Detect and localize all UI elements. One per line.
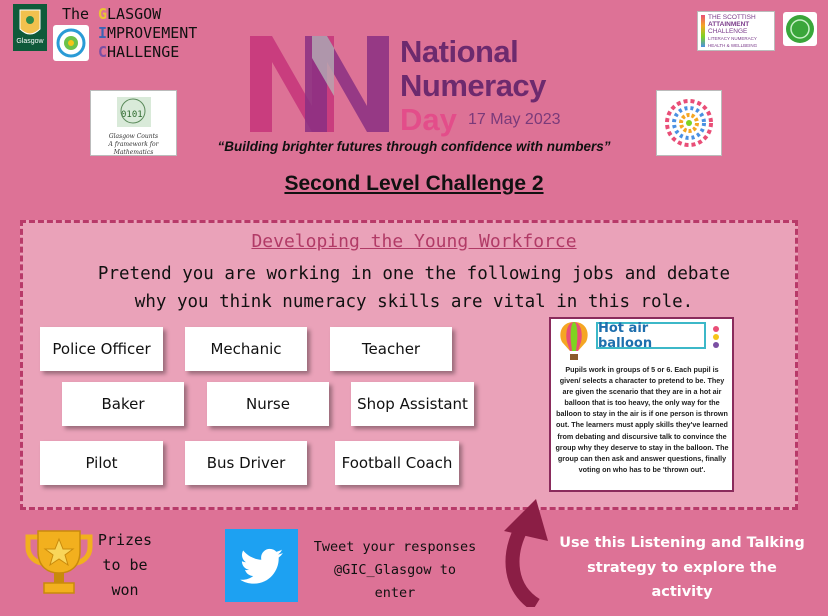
strategy-line: activity	[651, 584, 713, 600]
nnd-date: 17 May 2023	[468, 111, 561, 128]
sac-line: LITERACY NUMERACY	[708, 36, 757, 41]
tweet-line: enter	[374, 585, 416, 601]
scottish-attainment-logo-icon	[697, 11, 775, 51]
sac-line: HEALTH & WELLBEING	[708, 43, 758, 48]
nnd-title	[400, 35, 546, 103]
job-card: Shop Assistant	[351, 382, 474, 426]
twitter-bird-icon	[225, 529, 298, 602]
prize-line: won	[111, 581, 139, 599]
job-card: Baker	[62, 382, 184, 426]
tweet-line: Tweet your responses	[313, 539, 477, 555]
sac-line: ATTAINMENT	[708, 21, 750, 28]
gic-word-cap: G	[98, 5, 108, 23]
tweet-line: @GIC_Glasgow to	[334, 562, 456, 578]
job-card: Nurse	[207, 382, 329, 426]
gic-word-cap: I	[98, 24, 108, 42]
job-card: Police Officer	[40, 327, 163, 371]
instructions	[40, 260, 788, 316]
prize-line: Prizes	[97, 531, 153, 549]
glasgow-counts-subtitle: A framework for Mathematics	[108, 141, 159, 156]
svg-text:0101: 0101	[121, 110, 143, 120]
gic-words	[98, 5, 197, 62]
tweet-text	[300, 536, 490, 605]
strategy-card-body: Pupils work in groups of 5 or 6. Each pupil is given/ selects a character to pretend to be. They are given the scenario that they are in a hot air balloon that is too heavy, the only way for the balloon to stay in the air is if one person is thrown out. The learners must apply skills they've learned from debating and discursive talk to convince the group why they deserve to stay in the balloon. The group can then ask and answer questions, finally voting on who has to be 'thrown out'.	[555, 365, 729, 474]
prize-text	[95, 528, 155, 603]
nnd-logo-icon	[250, 36, 395, 132]
job-card: Football Coach	[335, 441, 459, 485]
glasgow-crest-label: Glasgow	[16, 38, 44, 45]
gic-logo-icon	[53, 25, 89, 61]
sac-line: THE SCOTTISH	[708, 14, 756, 21]
green-circle-logo-icon	[783, 12, 817, 46]
strategy-card-title: Hot air balloon	[596, 322, 706, 349]
sac-line: CHALLENGE	[708, 28, 748, 35]
dots-icon	[712, 325, 720, 349]
nnd-day: Day	[400, 102, 457, 137]
trophy-icon	[24, 527, 94, 599]
gic-title	[62, 5, 89, 24]
job-card: Mechanic	[185, 327, 307, 371]
hot-air-balloon-icon	[556, 320, 592, 362]
prize-line: to be	[102, 556, 148, 574]
tagline-quote: “Building brighter futures through confidence with numbers”	[217, 139, 611, 154]
gic-word-cap: C	[98, 43, 108, 61]
instruction-line: why you think numeracy skills are vital in this role.	[134, 292, 694, 312]
glasgow-crest-icon	[13, 4, 47, 51]
strategy-line: Use this Listening and Talking	[559, 535, 805, 551]
job-card: Pilot	[40, 441, 163, 485]
gic-word-rest: LASGOW	[107, 5, 162, 23]
glasgow-counts-title: Glasgow Counts	[108, 133, 159, 140]
strategy-line: strategy to explore the	[587, 559, 777, 576]
strategy-text	[552, 531, 812, 605]
job-card: Bus Driver	[185, 441, 307, 485]
gic-word-rest: HALLENGE	[107, 43, 180, 61]
page-title: Second Level Challenge 2	[284, 172, 544, 195]
gic-the: The	[62, 5, 90, 23]
job-card: Teacher	[330, 327, 452, 371]
panel-title: Developing the Young Workforce	[251, 231, 577, 252]
nnd-line2: Numeracy	[400, 68, 546, 103]
nnd-line1: National	[400, 34, 519, 69]
gic-word-rest: MPROVEMENT	[107, 24, 198, 42]
instruction-line: Pretend you are working in one the following jobs and debate	[97, 264, 731, 284]
